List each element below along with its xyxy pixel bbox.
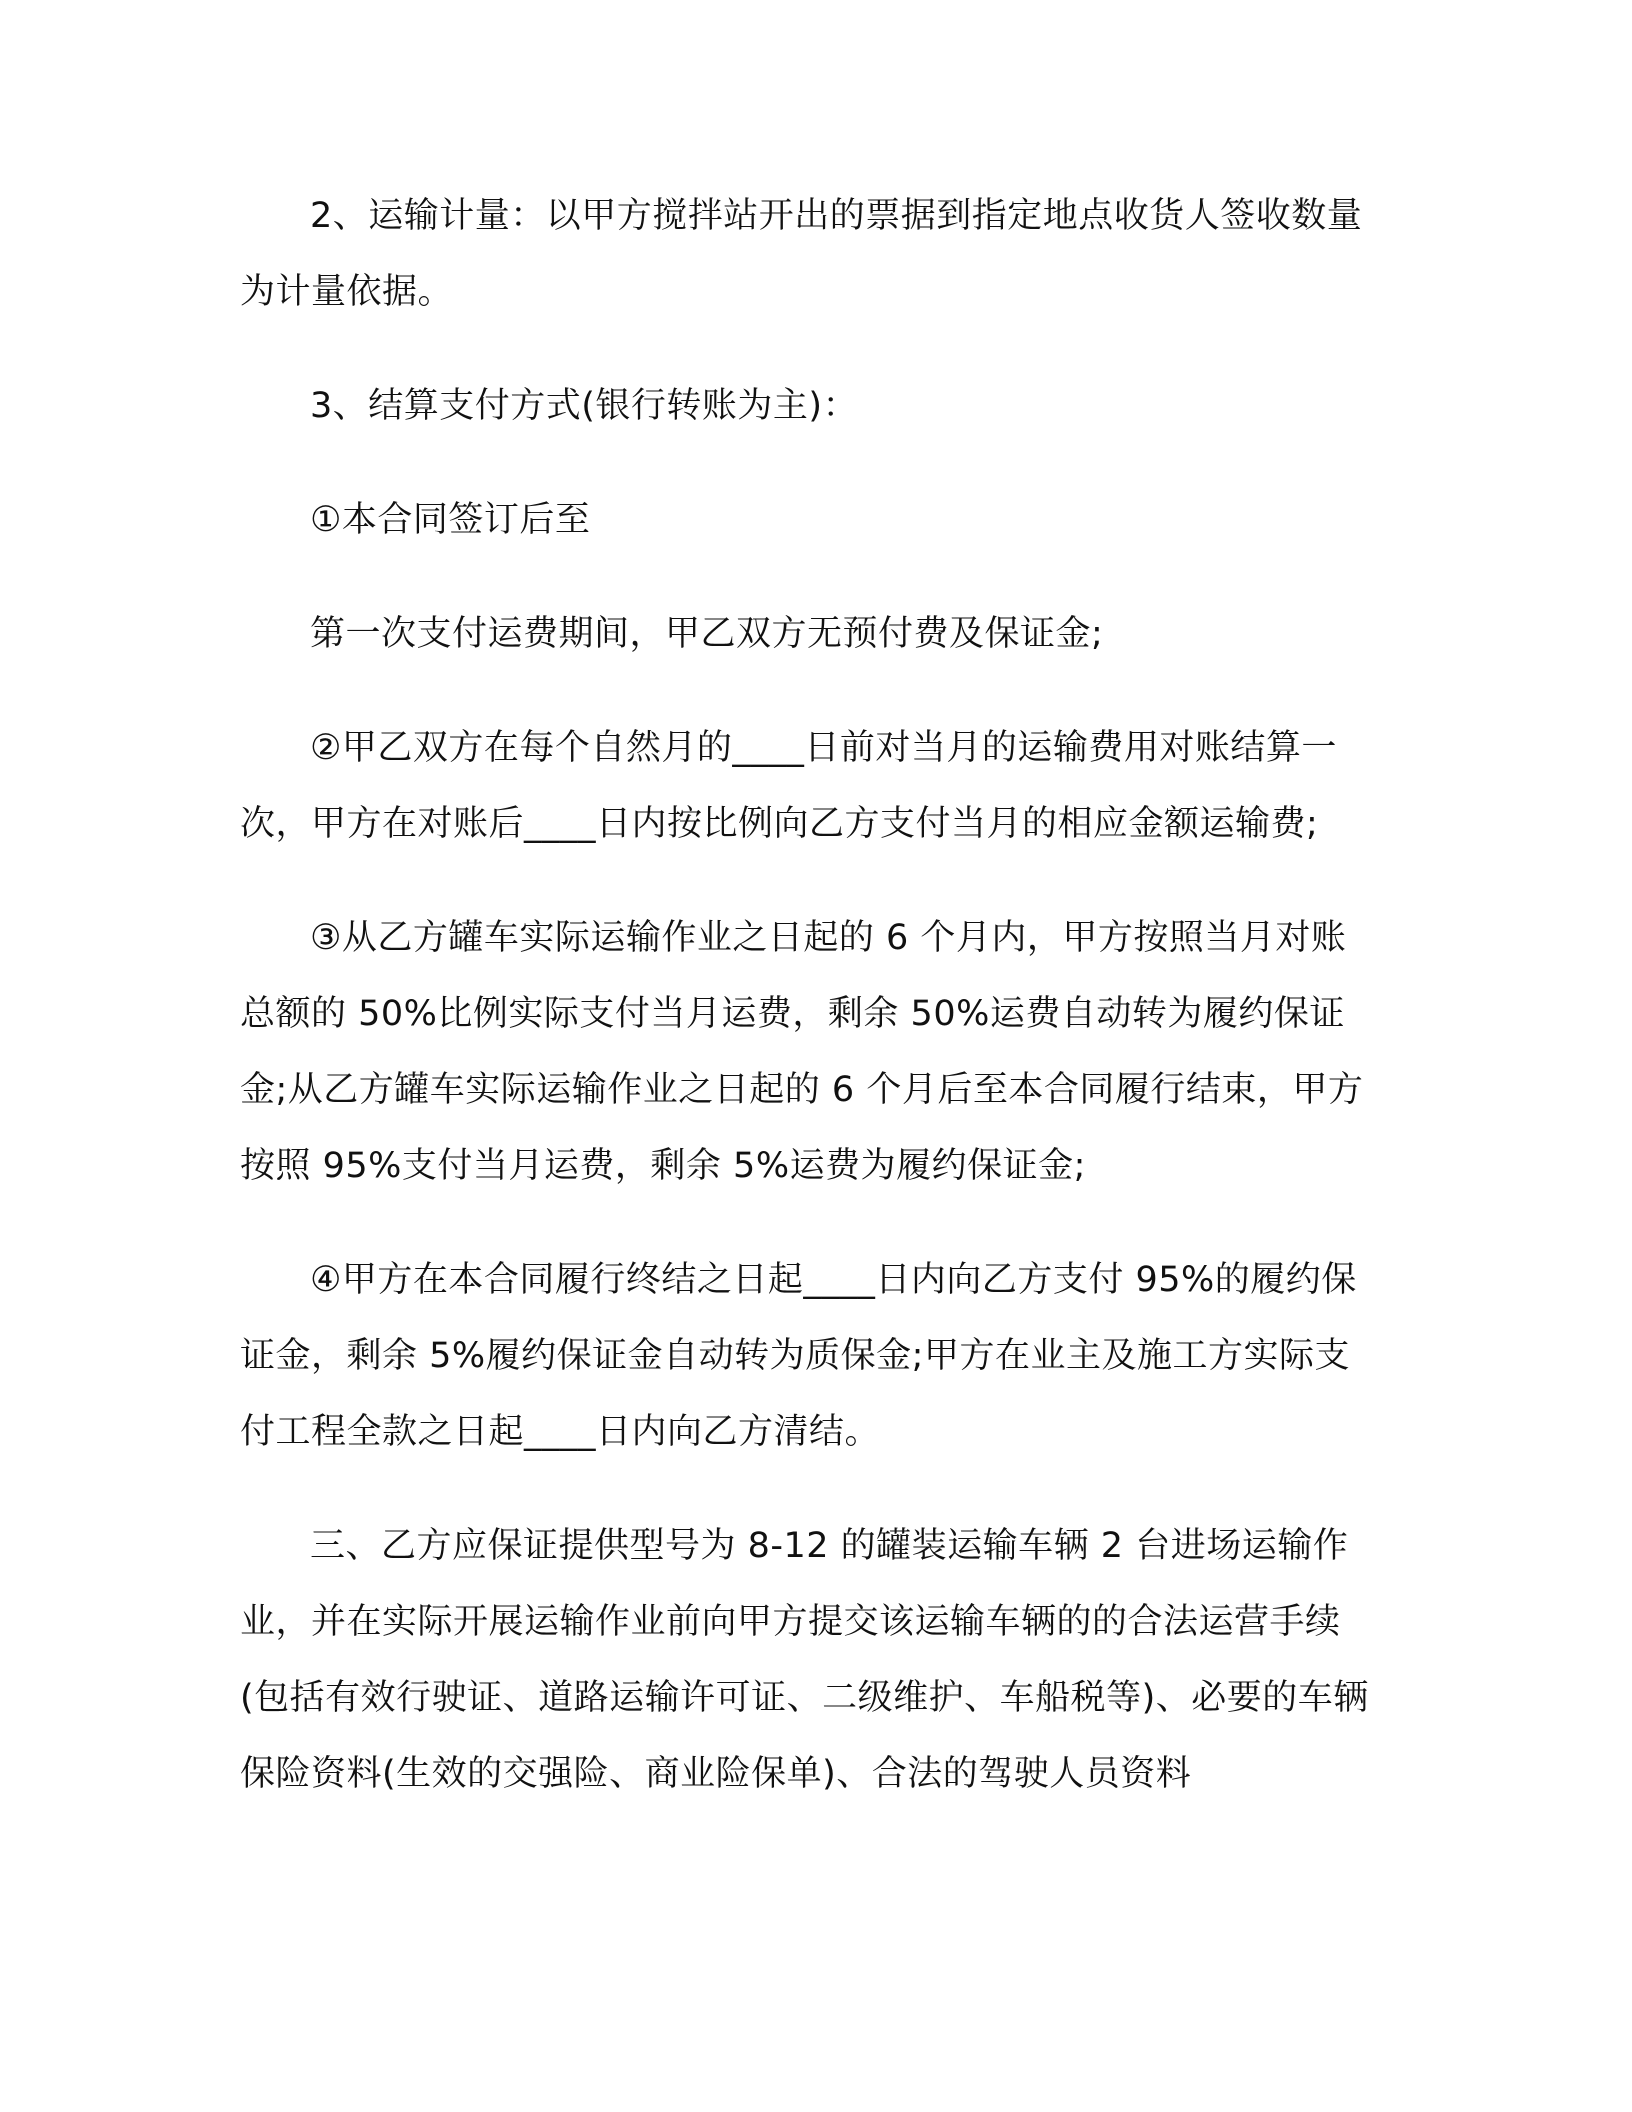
paragraph-settlement-method: 3、结算支付方式(银行转账为主)： xyxy=(310,386,859,426)
paragraph-clause-2: ②甲乙双方在每个自然月的____日前对当月的运输费用对账结算一次，甲方在对账后____日内按比例向乙方支付当月的相应金额运输费; xyxy=(240,728,1337,844)
paragraph-clause-4: ④甲方在本合同履行终结之日起____日内向乙方支付 95%的履约保证金，剩余 5%履约保证金自动转为质保金;甲方在业主及施工方实际支付工程全款之日起____日内向乙方清结。 xyxy=(240,1260,1357,1452)
paragraph-clause-1: ①本合同签订后至 xyxy=(310,500,591,540)
paragraph-section-three: 三、乙方应保证提供型号为 8-12 的罐装运输车辆 2 台进场运输作业，并在实际开展运输作业前向甲方提交该运输车辆的的合法运营手续(包括有效行驶证、道路运输许可证、二级维护、车船税等)、必要的车辆保险资料(生效的交强险、商业险保单)、合法的驾驶人员资料 xyxy=(240,1526,1369,1794)
paragraph-transport-measurement: 2、运输计量：以甲方搅拌站开出的票据到指定地点收货人签收数量为计量依据。 xyxy=(240,196,1363,312)
document-body xyxy=(240,178,1380,1812)
paragraph-clause-3: ③从乙方罐车实际运输作业之日起的 6 个月内，甲方按照当月对账总额的 50%比例实际支付当月运费，剩余 50%运费自动转为履约保证金;从乙方罐车实际运输作业之日起的 6 个月后至本合同履行结束，甲方按照 95%支付当月运费，剩余 5%运费为履约保证金; xyxy=(240,918,1364,1186)
paragraph-first-payment: 第一次支付运费期间，甲乙双方无预付费及保证金; xyxy=(310,614,1104,654)
